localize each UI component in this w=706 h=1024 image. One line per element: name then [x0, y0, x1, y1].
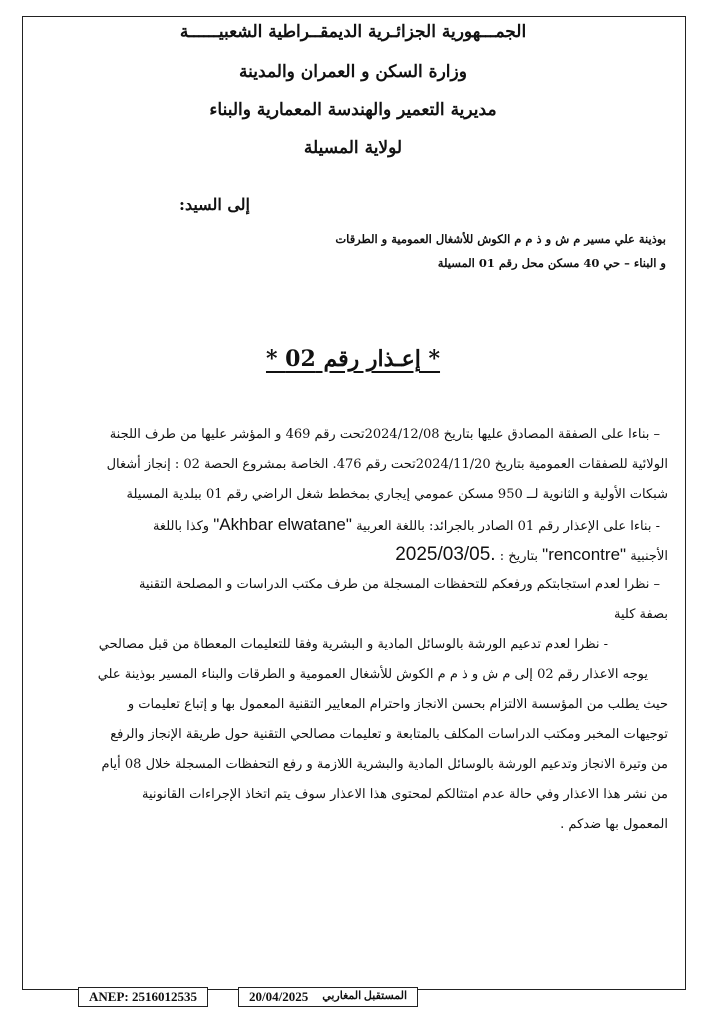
anep-reference: ANEP: 2516012535	[78, 987, 208, 1007]
header-republic: الجمـــهورية الجزائـرية الديمقــراطية الشعبيــــــة	[179, 22, 527, 42]
header-wilaya: لولاية المسيلة	[303, 138, 403, 158]
publication-date: 2025/03/05.	[395, 544, 496, 565]
body-line-7: بصفة كلية	[614, 607, 668, 622]
recipient-line-1: بوذينة علي مسير م ش و ذ م م الكوش للأشغال العمومية و الطرقات	[335, 232, 666, 246]
body-line-4c: وكذا باللغة	[152, 519, 214, 534]
footer	[78, 986, 418, 1008]
body-line-13: من نشر هذا الاعذار وفي حالة عدم امتثالكم لمحتوى هذا الاعذار سوف يتم اتخاذ الإجراءات القانونية	[142, 787, 668, 802]
body-line-10: حيث يطلب من المؤسسة الالتزام بحسن الانجاز واحترام المعايير التقنية المعمول بها و إتباع تعليمات و	[127, 697, 668, 712]
body-line-4	[52, 510, 668, 540]
publication-box	[238, 987, 418, 1007]
footer-date: 20/04/2025	[248, 989, 309, 1004]
newspaper-rencontre: "rencontre"	[542, 545, 627, 564]
footer-newspaper: المستقبل المغاربي	[322, 990, 408, 1002]
notice-title-text: * إعـذار رقم 02 *	[265, 346, 441, 372]
body-line-4a: - بناءا على الإعذار رقم 01 الصادر بالجرائد: باللغة العربية	[351, 519, 660, 534]
body-line-1: – بناءا على الصفقة المصادق عليها بتاريخ 2024/12/08تحت رقم 469 و المؤشر عليها من طرف اللجنة	[109, 427, 660, 442]
recipient-line-2: و البناء – حي 40 مسكن محل رقم 01 المسيلة	[437, 256, 666, 270]
newspaper-akhbar: "Akhbar elwatane"	[213, 515, 352, 534]
body-line-11: توجيهات المخبر ومكتب الدراسات المكلف بالمتابعة و تعليمات مصالحي التقنية حول طريقة الإنجاز والرفع	[110, 727, 668, 742]
body-line-14: المعمول بها ضدكم .	[560, 817, 668, 832]
notice-title	[0, 346, 706, 372]
body-line-5c: بتاريخ :	[495, 549, 543, 564]
body-line-2: الولائية للصفقات العمومية بتاريخ 2024/11/20تحت رقم 476. الخاصة بمشروع الحصة 02 : إنجاز أشغال	[106, 457, 668, 472]
body-line-5	[52, 540, 668, 570]
recipient-label: إلى السيد:	[179, 195, 250, 214]
body-line-6: – نظرا لعدم استجابتكم ورفعكم للتحفظات المسجلة من طرف مكتب الدراسات و المصلحة التقنية	[138, 577, 660, 592]
body-line-5a: الأجنبية	[626, 549, 668, 564]
body-line-3: شبكات الأولية و الثانوية لــ 950 مسكن عمومي إيجاري بمخطط شغل الراضي رقم 01 ببلدية المسيلة	[126, 487, 668, 502]
header-ministry: وزارة السكن و العمران والمدينة	[239, 62, 467, 82]
body-line-12: من وتيرة الانجاز وتدعيم الورشة بالوسائل المادية والبشرية اللازمة و رفع التحفظات المسجلة خلال 08 أيام	[101, 757, 668, 772]
notice-body	[52, 420, 668, 840]
header-directorate: مديرية التعمير والهندسة المعمارية والبناء	[209, 100, 497, 120]
body-line-9: يوجه الاعذار رقم 02 إلى م ش و ذ م م الكوش للأشغال العمومية و الطرقات والبناء المسير بوذينة علي	[97, 667, 648, 682]
body-line-8: - نظرا لعدم تدعيم الورشة بالوسائل المادية و البشرية وفقا للتعليمات المعطاة من قبل مصالحي	[98, 637, 608, 652]
